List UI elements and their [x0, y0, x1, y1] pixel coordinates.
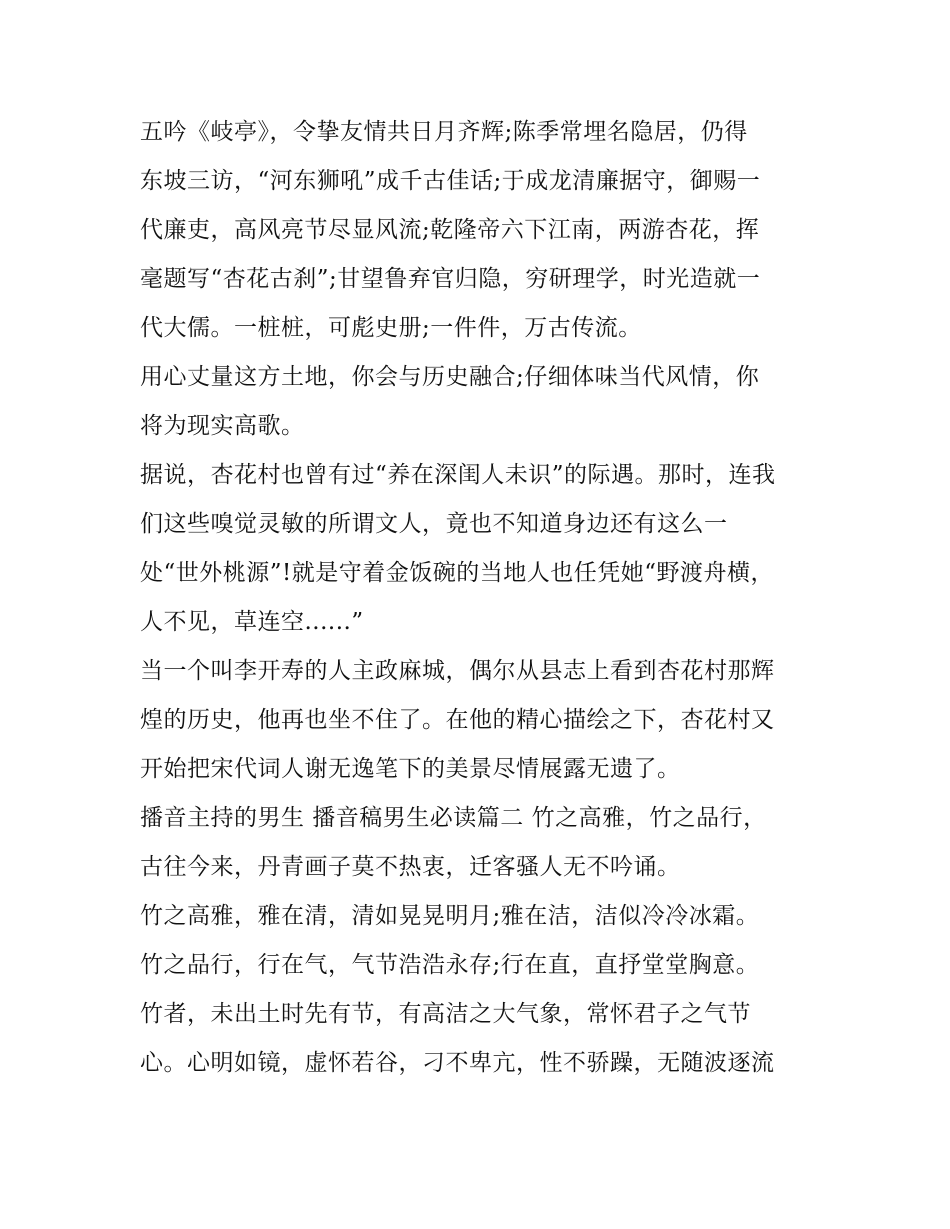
document-body: [140, 108, 830, 1088]
text-line: 五吟《岐亭》，令挚友情共日月齐辉;陈季常埋名隐居，仍得: [140, 119, 748, 145]
text-line: 心。心明如镜，虚怀若谷，刁不卑亢，性不骄躁，无随波逐流: [140, 1050, 775, 1076]
text-line: 东坡三访，“河东狮吼”成千古佳话;于成龙清廉据守，御赐一: [140, 168, 761, 194]
text-line: 播音主持的男生 播音稿男生必读篇二 竹之高雅，竹之品行，: [140, 805, 767, 831]
text-line: 古往今来，丹青画子莫不热衷，迁客骚人无不吟诵。: [140, 854, 681, 880]
text-line: 煌的历史，他再也坐不住了。在他的精心描绘之下，杏花村又: [140, 707, 775, 733]
text-line: 代廉吏，高风亮节尽显风流;乾隆帝六下江南，两游杏花，挥: [140, 217, 760, 243]
text-line: 当一个叫李开寿的人主政麻城，偶尔从县志上看到杏花村那辉: [140, 658, 775, 684]
text-line: 处“世外桃源”!就是守着金饭碗的当地人也任凭她“野渡舟横，: [140, 560, 775, 586]
text-line: 竹者，未出土时先有节，有高洁之大气象，常怀君子之气节: [140, 1001, 751, 1027]
text-line: 竹之品行，行在气，气节浩浩永存;行在直，直抒堂堂胸意。: [140, 952, 760, 978]
text-line: 代大儒。一桩桩，可彪史册;一件件，万古传流。: [140, 315, 642, 341]
text-line: 人不见，草连空......”: [140, 609, 364, 635]
text-line: 毫题写“杏花古刹”;甘望鲁弃官归隐，穷研理学，时光造就一: [140, 266, 761, 292]
text-line: 将为现实高歌。: [140, 413, 305, 439]
text-line: 们这些嗅觉灵敏的所谓文人，竟也不知道身边还有这么一: [140, 511, 728, 537]
text-line: 用心丈量这方土地，你会与历史融合;仔细体味当代风情，你: [140, 364, 760, 390]
text-line: 竹之高雅，雅在清，清如晃晃明月;雅在洁，洁似冷冷冰霜。: [140, 903, 760, 929]
text-line: 据说，杏花村也曾有过“养在深闺人未识”的际遇。那时，连我: [140, 462, 776, 488]
text-line: 开始把宋代词人谢无逸笔下的美景尽情展露无遗了。: [140, 756, 681, 782]
